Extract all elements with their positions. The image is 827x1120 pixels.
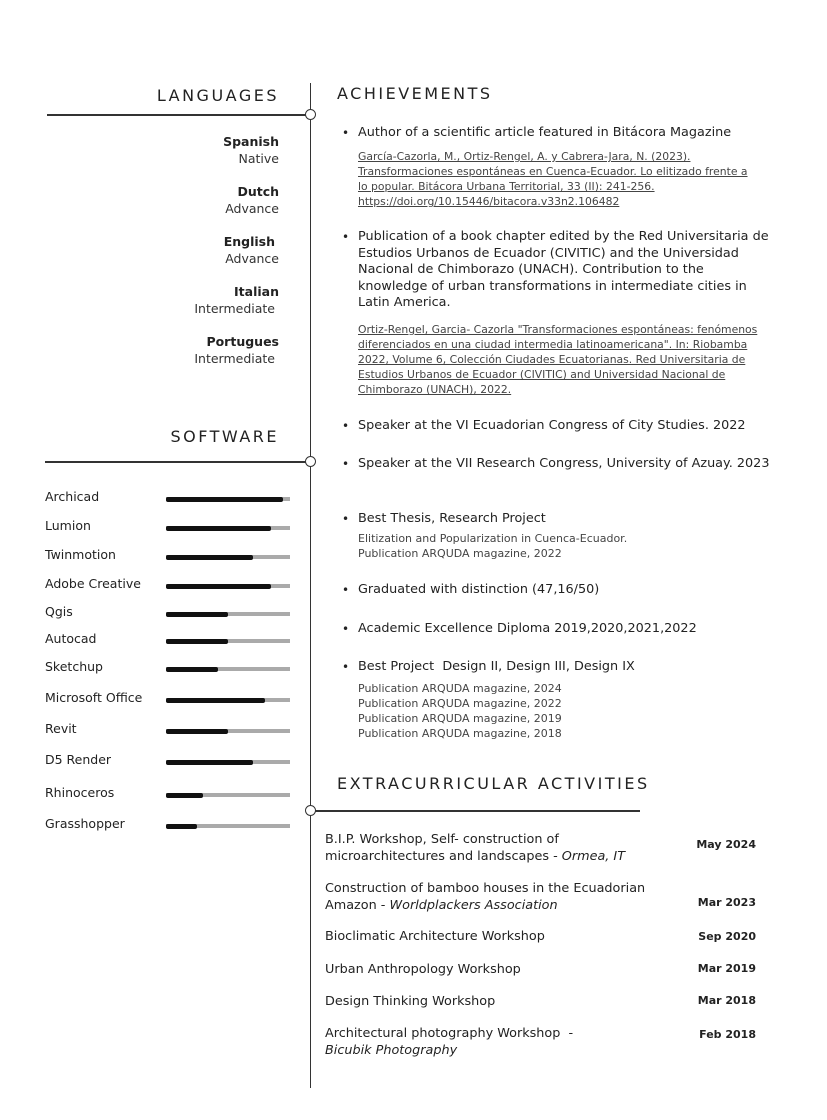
achievement-reference-link[interactable]: Ortiz-Rengel, Garcia- Cazorla "Transformaciones espontáneas: fenómenos diferenciados en una ciudad intermedia latinoamericana". In: Riobamba 2022, Volume 6, Colección Ciudades Ecuatorianas. Red Universitaria de Estudios Urbanos de Ecuador (CIVITIC) and Universidad Nacional de Chimborazo (UNACH), 2022. bbox=[358, 323, 758, 396]
achievement-item: • Academic Excellence Diploma 2019,2020,2021,2022 bbox=[358, 621, 778, 638]
achievement-item: • Publication of a book chapter edited by the Red Universitaria de Estudios Urbanos de Ecuador (CIVITIC) and the Universidad Nacional de Chimborazo (UNACH). Contribution to the knowledge of urban transformations in intermediate cities in Latin America. bbox=[358, 229, 776, 312]
achievement-detail: Publication ARQUDA magazine, 2022 bbox=[358, 547, 562, 560]
activity-title: Architectural photography Workshop - bbox=[325, 1026, 578, 1041]
skill-bar-track bbox=[166, 612, 290, 616]
extracurricular-rule bbox=[311, 810, 640, 812]
achievement-detail: Publication ARQUDA magazine, 2018 bbox=[358, 727, 562, 740]
activity-date: May 2024 bbox=[696, 838, 756, 851]
language-name: English bbox=[223, 234, 275, 249]
language-level: Native bbox=[238, 151, 279, 166]
language-item bbox=[234, 283, 279, 300]
activity-title: Bioclimatic Architecture Workshop bbox=[325, 929, 545, 944]
activity-date: Sep 2020 bbox=[698, 930, 756, 943]
achievement-detail: Publication ARQUDA magazine, 2024 bbox=[358, 682, 562, 695]
achievement-item: • Author of a scientific article featured in Bitácora Magazine bbox=[358, 125, 778, 142]
activity-date: Mar 2018 bbox=[697, 994, 756, 1007]
language-level: Intermediate bbox=[194, 351, 275, 366]
skill-bar-fill bbox=[166, 612, 228, 617]
achievement-item: • Best Project Design II, Design III, Design IX bbox=[358, 659, 778, 676]
language-level: Intermediate bbox=[194, 301, 275, 316]
software-name: Twinmotion bbox=[45, 547, 116, 562]
activity-title: B.I.P. Workshop, Self- construction of microarchitectures and landscapes - bbox=[325, 832, 562, 864]
software-node bbox=[305, 456, 316, 467]
skill-bar-track bbox=[166, 584, 290, 588]
skill-bar-fill bbox=[166, 526, 271, 531]
activity-date: Feb 2018 bbox=[699, 1028, 756, 1041]
language-item-level bbox=[225, 250, 279, 267]
achievement-detail: Elitization and Popularization in Cuenca-Ecuador. bbox=[358, 532, 628, 545]
activity-item bbox=[325, 961, 685, 978]
software-name: Autocad bbox=[45, 631, 97, 646]
software-name: Rhinoceros bbox=[45, 785, 115, 800]
extracurricular-node bbox=[305, 805, 316, 816]
skill-bar-fill bbox=[166, 555, 253, 560]
language-item bbox=[225, 183, 279, 217]
activity-organization: Worldplackers Association bbox=[389, 898, 558, 913]
language-level: Advance bbox=[225, 201, 279, 216]
language-item bbox=[224, 233, 275, 250]
languages-title: LANGUAGES bbox=[156, 86, 279, 105]
activity-title: Urban Anthropology Workshop bbox=[325, 962, 521, 977]
activity-item bbox=[325, 880, 670, 914]
skill-bar-track bbox=[166, 793, 290, 797]
languages-node bbox=[305, 109, 316, 120]
activity-date: Mar 2019 bbox=[697, 962, 756, 975]
activity-item bbox=[325, 993, 685, 1010]
achievement-item: • Speaker at the VII Research Congress, University of Azuay. 2023 bbox=[358, 456, 770, 473]
language-item bbox=[223, 133, 279, 167]
achievement-reference-link[interactable]: García-Cazorla, M., Ortiz-Rengel, A. y Cabrera-Jara, N. (2023). Transformaciones espontáneas en Cuenca-Ecuador. Lo elitizado frente a lo popular. Bitácora Urbana Territorial, 33 (II): 241-256. https://doi.org/10.15446/bitacora.v33n2.106482 bbox=[358, 150, 748, 208]
achievement-item: • Graduated with distinction (47,16/50) bbox=[358, 582, 778, 599]
software-name: Lumion bbox=[45, 518, 91, 533]
skill-bar-track bbox=[166, 555, 290, 559]
skill-bar-fill bbox=[166, 584, 271, 589]
skill-bar-track bbox=[166, 667, 290, 671]
software-name: Sketchup bbox=[45, 659, 103, 674]
skill-bar-track bbox=[166, 760, 290, 764]
software-name: Grasshopper bbox=[45, 816, 125, 831]
activity-organization: Bicubik Photography bbox=[325, 1043, 458, 1058]
language-item-level bbox=[194, 350, 275, 367]
activity-item bbox=[325, 1025, 685, 1059]
language-name: Spanish bbox=[223, 134, 279, 149]
activity-date: Mar 2023 bbox=[697, 896, 756, 909]
language-level: Advance bbox=[225, 251, 279, 266]
skill-bar-fill bbox=[166, 793, 203, 798]
software-name: Archicad bbox=[45, 489, 100, 504]
software-name: D5 Render bbox=[45, 752, 112, 767]
language-name: Italian bbox=[234, 284, 279, 299]
software-name: Revit bbox=[45, 721, 77, 736]
skill-bar-track bbox=[166, 698, 290, 702]
language-item-level bbox=[194, 300, 275, 317]
skill-bar-fill bbox=[166, 667, 218, 672]
skill-bar-fill bbox=[166, 760, 253, 765]
activity-title: Design Thinking Workshop bbox=[325, 994, 496, 1009]
timeline-divider bbox=[310, 83, 311, 1088]
skill-bar-track bbox=[166, 497, 290, 501]
activity-title: Construction of bamboo houses in the Ecuadorian Amazon - bbox=[325, 881, 646, 913]
skill-bar-track bbox=[166, 639, 290, 643]
language-name: Portugues bbox=[206, 334, 279, 349]
achievement-item: • Best Thesis, Research Project bbox=[358, 511, 778, 528]
language-item bbox=[206, 333, 279, 350]
extracurricular-title: EXTRACURRICULAR ACTIVITIES bbox=[337, 774, 650, 793]
skill-bar-fill bbox=[166, 639, 228, 644]
activity-item bbox=[325, 831, 665, 865]
achievements-title: ACHIEVEMENTS bbox=[337, 84, 493, 103]
skill-bar-fill bbox=[166, 698, 265, 703]
achievement-item: • Speaker at the VI Ecuadorian Congress of City Studies. 2022 bbox=[358, 418, 778, 435]
languages-rule bbox=[47, 114, 311, 116]
software-title: SOFTWARE bbox=[170, 427, 279, 446]
skill-bar-fill bbox=[166, 729, 228, 734]
software-name: Qgis bbox=[45, 604, 73, 619]
activity-item bbox=[325, 928, 685, 945]
achievement-detail: Publication ARQUDA magazine, 2019 bbox=[358, 712, 562, 725]
activity-organization: Ormea, IT bbox=[561, 849, 626, 864]
language-name: Dutch bbox=[237, 184, 279, 199]
software-name: Microsoft Office bbox=[45, 690, 143, 705]
skill-bar-track bbox=[166, 824, 290, 828]
skill-bar-fill bbox=[166, 824, 197, 829]
achievement-detail: Publication ARQUDA magazine, 2022 bbox=[358, 697, 562, 710]
skill-bar-fill bbox=[166, 497, 283, 502]
software-rule bbox=[45, 461, 311, 463]
skill-bar-track bbox=[166, 729, 290, 733]
skill-bar-track bbox=[166, 526, 290, 530]
software-name: Adobe Creative bbox=[45, 576, 141, 591]
